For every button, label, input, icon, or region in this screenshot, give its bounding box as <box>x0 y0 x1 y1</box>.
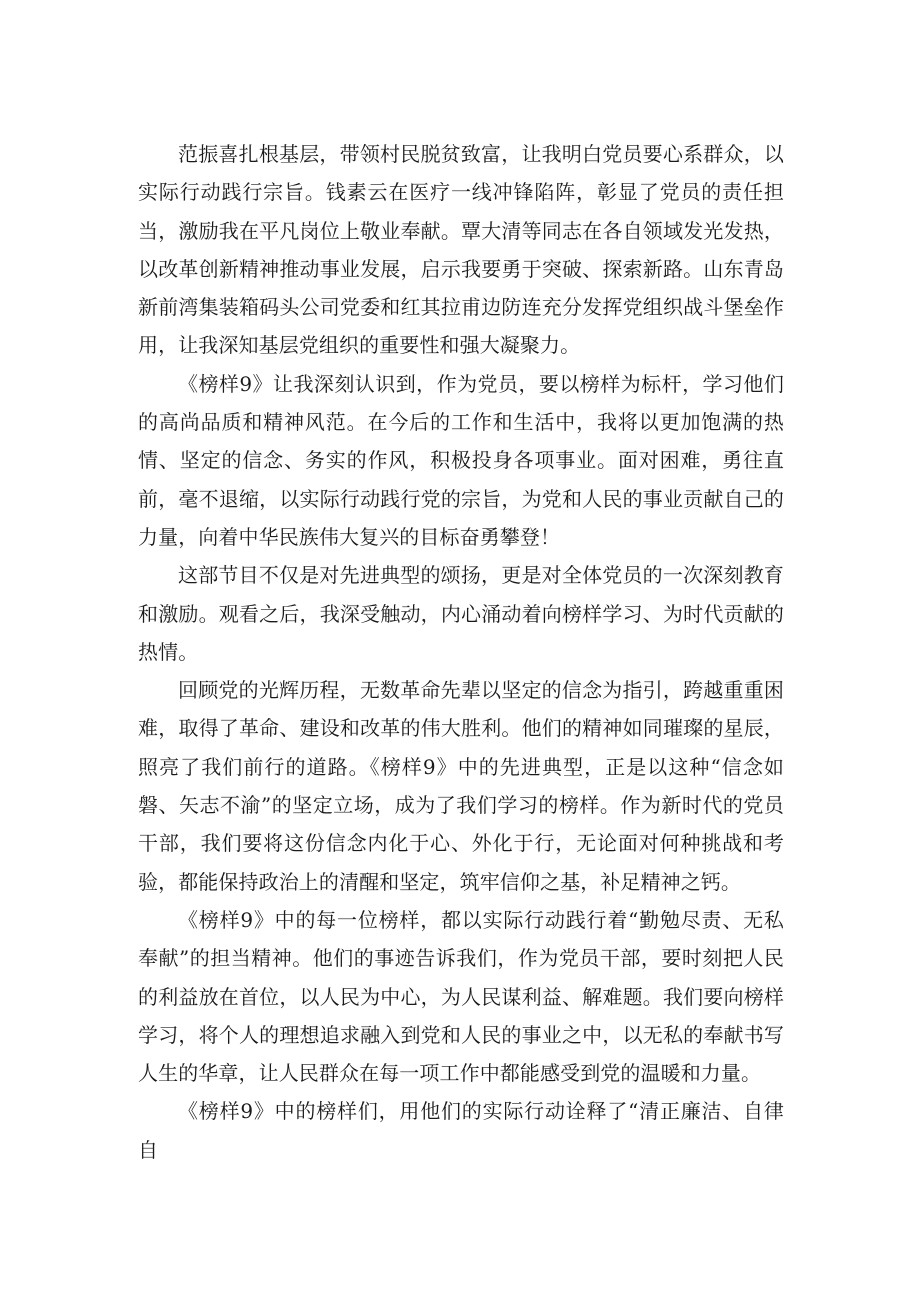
paragraph-1: 范振喜扎根基层，带领村民脱贫致富，让我明白党员要心系群众，以实际行动践行宗旨。钱素云在医疗一线冲锋陷阵，彰显了党员的责任担当，激励我在平凡岗位上敬业奉献。覃大清等同志在各自领域发光发热，以改革创新精神推动事业发展，启示我要勇于突破、探索新路。山东青岛新前湾集装箱码头公司党委和红其拉甫边防连充分发挥党组织战斗堡垒作用，让我深知基层党组织的重要性和强大凝聚力。 <box>138 142 784 358</box>
paragraph-5: 《榜样9》中的每一位榜样，都以实际行动践行着“勤勉尽责、无私奉献”的担当精神。他们的事迹告诉我们，作为党员干部，要时刻把人民的利益放在首位，以人民为中心，为人民谋利益、解难题。我们要向榜样学习，将个人的理想追求融入到党和人民的事业之中，以无私的奉献书写人生的华章，让人民群众在每一项工作中都能感受到党的温暖和力量。 <box>138 907 784 1086</box>
paragraph-2: 《榜样9》让我深刻认识到，作为党员，要以榜样为标杆，学习他们的高尚品质和精神风范。在今后的工作和生活中，我将以更加饱满的热情、坚定的信念、务实的作风，积极投身各项事业。面对困难，勇往直前，毫不退缩，以实际行动践行党的宗旨，为党和人民的事业贡献自己的力量，向着中华民族伟大复兴的目标奋勇攀登！ <box>138 371 784 549</box>
paragraph-6: 《榜样9》中的榜样们，用他们的实际行动诠释了“清正廉洁、自律自 <box>138 1099 784 1162</box>
paragraph-3: 这部节目不仅是对先进典型的颂扬，更是对全体党员的一次深刻教育和激励。观看之后，我深受触动，内心涌动着向榜样学习、为时代贡献的热情。 <box>138 563 784 664</box>
document-body <box>138 135 784 1169</box>
paragraph-4: 回顾党的光辉历程，无数革命先辈以坚定的信念为指引，跨越重重困难，取得了革命、建设和改革的伟大胜利。他们的精神如同璀璨的星辰，照亮了我们前行的道路。《榜样9》中的先进典型，正是以这种“信念如磐、矢志不渝”的坚定立场，成为了我们学习的榜样。作为新时代的党员干部，我们要将这份信念内化于心、外化于行，无论面对何种挑战和考验，都能保持政治上的清醒和坚定，筑牢信仰之基，补足精神之钙。 <box>138 678 784 894</box>
